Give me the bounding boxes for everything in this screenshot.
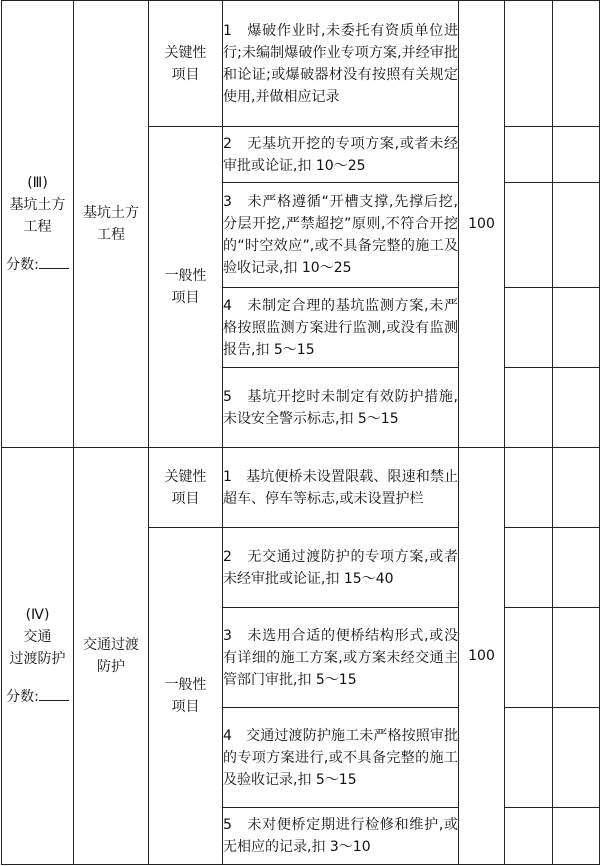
section-3-item-1: 1 爆破作业时,未委托有资质单位进行;未编制爆破作业专项方案,并经审批和论证;或爆破器材没有按照有关规定使用,并做相应记录	[223, 1, 459, 127]
section-3-general-category: 一般性项目	[149, 127, 223, 448]
section-3-number: (Ⅲ)	[27, 175, 48, 191]
section-3-key-category: 关键性项目	[149, 1, 223, 127]
section-4-item-1-blank-b	[553, 448, 600, 528]
section-4-score-blank[interactable]	[39, 686, 69, 701]
section-4-item-5-blank-a	[505, 808, 553, 865]
section-3-title-cell	[2, 1, 74, 448]
section-3-item-5-blank-b	[553, 368, 600, 448]
section-3-score-blank[interactable]	[39, 254, 69, 269]
section-4-item-1: 1 基坑便桥未设置限载、限速和禁止超车、停车等标志,或未设置护栏	[223, 448, 459, 528]
section-4-item-5: 5 未对便桥定期进行检修和维护,或无相应的记录,扣 3～10	[223, 808, 459, 865]
section-4-item-2-blank-a	[505, 528, 553, 608]
section-4-item-1-blank-a	[505, 448, 553, 528]
section-3-item-3: 3 未严格遵循“开槽支撑,先撑后挖,分层开挖,严禁超挖”原则,不符合开挖的“时空效应”,或不具备完整的施工及验收记录,扣 10～25	[223, 183, 459, 288]
section-3-item-4: 4 未制定合理的基坑监测方案,未严格按照监测方案进行监测,或没有监测报告,扣 5～15	[223, 288, 459, 368]
section-4-total-score: 100	[459, 448, 505, 865]
section-4-item-4-blank-a	[505, 708, 553, 808]
section-3-subject: 基坑土方工程	[74, 1, 149, 448]
section-4-subject: 交通过渡防护	[74, 448, 149, 865]
section-3-item-2-blank-b	[553, 127, 600, 183]
section-4-key-category: 关键性项目	[149, 448, 223, 528]
section-3-row-1	[2, 1, 600, 127]
section-3-score-field	[2, 254, 73, 276]
section-3-item-1-blank-a	[505, 1, 553, 127]
section-3-item-5-blank-a	[505, 368, 553, 448]
section-3-item-1-blank-b	[553, 1, 600, 127]
section-3-item-2: 2 无基坑开挖的专项方案,或者未经审批或论证,扣 10～25	[223, 127, 459, 183]
section-4-title-line-1: 交通	[23, 629, 52, 645]
section-4-item-5-blank-b	[553, 808, 600, 865]
section-3-item-4-blank-a	[505, 288, 553, 368]
section-4-score-field	[2, 686, 73, 708]
section-4-row-1	[2, 448, 600, 528]
inspection-score-table	[1, 0, 600, 865]
section-4-item-4-blank-b	[553, 708, 600, 808]
section-3-item-3-blank-b	[553, 183, 600, 288]
section-3-item-4-blank-b	[553, 288, 600, 368]
section-4-item-3-blank-a	[505, 608, 553, 708]
section-4-item-2-blank-b	[553, 528, 600, 608]
section-3-item-3-blank-a	[505, 183, 553, 288]
section-3-title-line-1: 基坑土方	[9, 197, 66, 213]
section-4-title-line-2: 过渡防护	[9, 651, 66, 667]
section-3-item-5: 5 基坑开挖时未制定有效防护措施,未设安全警示标志,扣 5～15	[223, 368, 459, 448]
section-3-score-label: 分数:	[6, 257, 39, 273]
section-4-title-cell	[2, 448, 74, 865]
section-4-score-label: 分数:	[6, 689, 39, 705]
section-3-total-score: 100	[459, 1, 505, 448]
section-4-item-2: 2 无交通过渡防护的专项方案,或者未经审批或论证,扣 15～40	[223, 528, 459, 608]
section-4-number: (Ⅳ)	[25, 607, 50, 623]
section-3-title-line-2: 工程	[23, 219, 52, 235]
section-4-item-3-blank-b	[553, 608, 600, 708]
section-4-item-3: 3 未选用合适的便桥结构形式,或没有详细的施工方案,或方案未经交通主管部门审批,扣 5～15	[223, 608, 459, 708]
section-3-item-2-blank-a	[505, 127, 553, 183]
section-4-item-4: 4 交通过渡防护施工未严格按照审批的专项方案进行,或不具备完整的施工及验收记录,扣 5～15	[223, 708, 459, 808]
section-4-general-category: 一般性项目	[149, 528, 223, 865]
